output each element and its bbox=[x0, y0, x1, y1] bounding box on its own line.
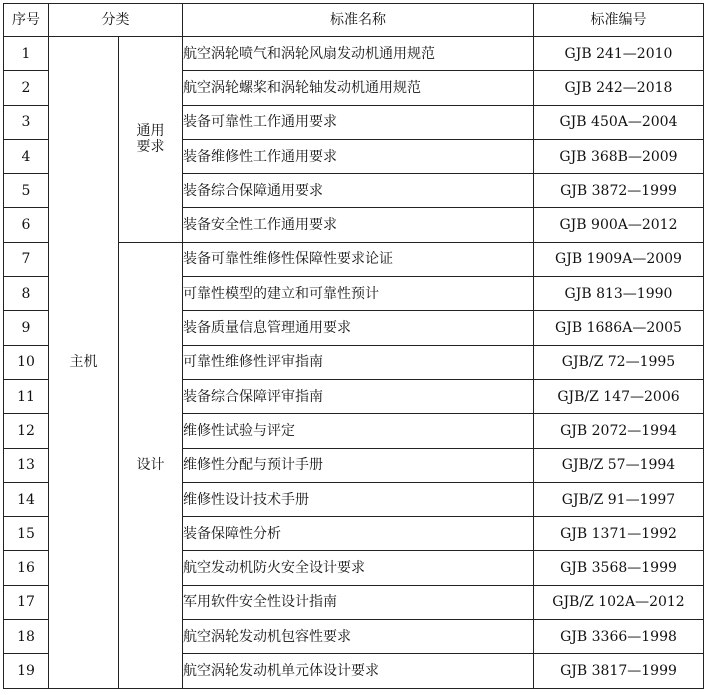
category-sub-line: 通用 bbox=[136, 123, 165, 140]
standard-name: 维修性试验与评定 bbox=[183, 414, 534, 448]
standard-code: GJB 813—1990 bbox=[534, 277, 704, 311]
standard-code: GJB 1686A—2005 bbox=[534, 311, 704, 345]
row-index: 18 bbox=[4, 620, 49, 654]
standard-name: 装备质量信息管理通用要求 bbox=[183, 311, 534, 345]
header-category: 分类 bbox=[49, 4, 183, 37]
table-row bbox=[4, 37, 704, 71]
standard-code: GJB 900A—2012 bbox=[534, 208, 704, 242]
standard-name: 装备可靠性维修性保障性要求论证 bbox=[183, 242, 534, 276]
row-index: 8 bbox=[4, 277, 49, 311]
standard-name: 维修性设计技术手册 bbox=[183, 482, 534, 516]
standard-name: 航空涡轮发动机包容性要求 bbox=[183, 620, 534, 654]
standard-code: GJB 3817—1999 bbox=[534, 654, 704, 688]
header-name: 标准名称 bbox=[183, 4, 534, 37]
row-index: 2 bbox=[4, 71, 49, 105]
standard-code: GJB/Z 91—1997 bbox=[534, 482, 704, 516]
row-index: 15 bbox=[4, 517, 49, 551]
standard-name: 装备维修性工作通用要求 bbox=[183, 139, 534, 173]
standard-code: GJB 368B—2009 bbox=[534, 139, 704, 173]
category-sub bbox=[119, 37, 183, 243]
row-index: 14 bbox=[4, 482, 49, 516]
standard-code: GJB 450A—2004 bbox=[534, 105, 704, 139]
standard-name: 航空发动机防火安全设计要求 bbox=[183, 551, 534, 585]
header-index: 序号 bbox=[4, 4, 49, 37]
standard-code: GJB/Z 72—1995 bbox=[534, 345, 704, 379]
table-body bbox=[4, 37, 704, 689]
header-code: 标准编号 bbox=[534, 4, 704, 37]
standard-code: GJB 1909A—2009 bbox=[534, 242, 704, 276]
row-index: 3 bbox=[4, 105, 49, 139]
category-sub-line: 设计 bbox=[136, 457, 165, 474]
row-index: 10 bbox=[4, 345, 49, 379]
row-index: 7 bbox=[4, 242, 49, 276]
standard-name: 装备可靠性工作通用要求 bbox=[183, 105, 534, 139]
standard-name: 军用软件安全性设计指南 bbox=[183, 585, 534, 619]
standard-code: GJB 1371—1992 bbox=[534, 517, 704, 551]
standard-name: 航空涡轮喷气和涡轮风扇发动机通用规范 bbox=[183, 37, 534, 71]
standard-name: 装备保障性分析 bbox=[183, 517, 534, 551]
standard-code: GJB 241—2010 bbox=[534, 37, 704, 71]
row-index: 11 bbox=[4, 379, 49, 413]
standard-name: 可靠性维修性评审指南 bbox=[183, 345, 534, 379]
row-index: 16 bbox=[4, 551, 49, 585]
standards-table bbox=[3, 3, 704, 689]
standard-code: GJB/Z 102A—2012 bbox=[534, 585, 704, 619]
row-index: 17 bbox=[4, 585, 49, 619]
standard-name: 航空涡轮发动机单元体设计要求 bbox=[183, 654, 534, 688]
standard-name: 可靠性模型的建立和可靠性预计 bbox=[183, 277, 534, 311]
category-sub bbox=[119, 242, 183, 688]
standard-code: GJB 2072—1994 bbox=[534, 414, 704, 448]
category-sub-line: 要求 bbox=[136, 139, 165, 156]
row-index: 1 bbox=[4, 37, 49, 71]
row-index: 4 bbox=[4, 139, 49, 173]
standard-name: 装备综合保障评审指南 bbox=[183, 379, 534, 413]
row-index: 9 bbox=[4, 311, 49, 345]
standard-name: 维修性分配与预计手册 bbox=[183, 448, 534, 482]
row-index: 5 bbox=[4, 174, 49, 208]
standard-name: 航空涡轮螺桨和涡轮轴发动机通用规范 bbox=[183, 71, 534, 105]
standard-name: 装备安全性工作通用要求 bbox=[183, 208, 534, 242]
category-main: 主机 bbox=[49, 37, 119, 689]
standard-code: GJB/Z 57—1994 bbox=[534, 448, 704, 482]
row-index: 13 bbox=[4, 448, 49, 482]
standard-code: GJB 3872—1999 bbox=[534, 174, 704, 208]
standard-code: GJB 3366—1998 bbox=[534, 620, 704, 654]
standard-code: GJB/Z 147—2006 bbox=[534, 379, 704, 413]
standard-name: 装备综合保障通用要求 bbox=[183, 174, 534, 208]
row-index: 6 bbox=[4, 208, 49, 242]
standard-code: GJB 242—2018 bbox=[534, 71, 704, 105]
row-index: 12 bbox=[4, 414, 49, 448]
header-row bbox=[4, 4, 704, 37]
standard-code: GJB 3568—1999 bbox=[534, 551, 704, 585]
row-index: 19 bbox=[4, 654, 49, 688]
